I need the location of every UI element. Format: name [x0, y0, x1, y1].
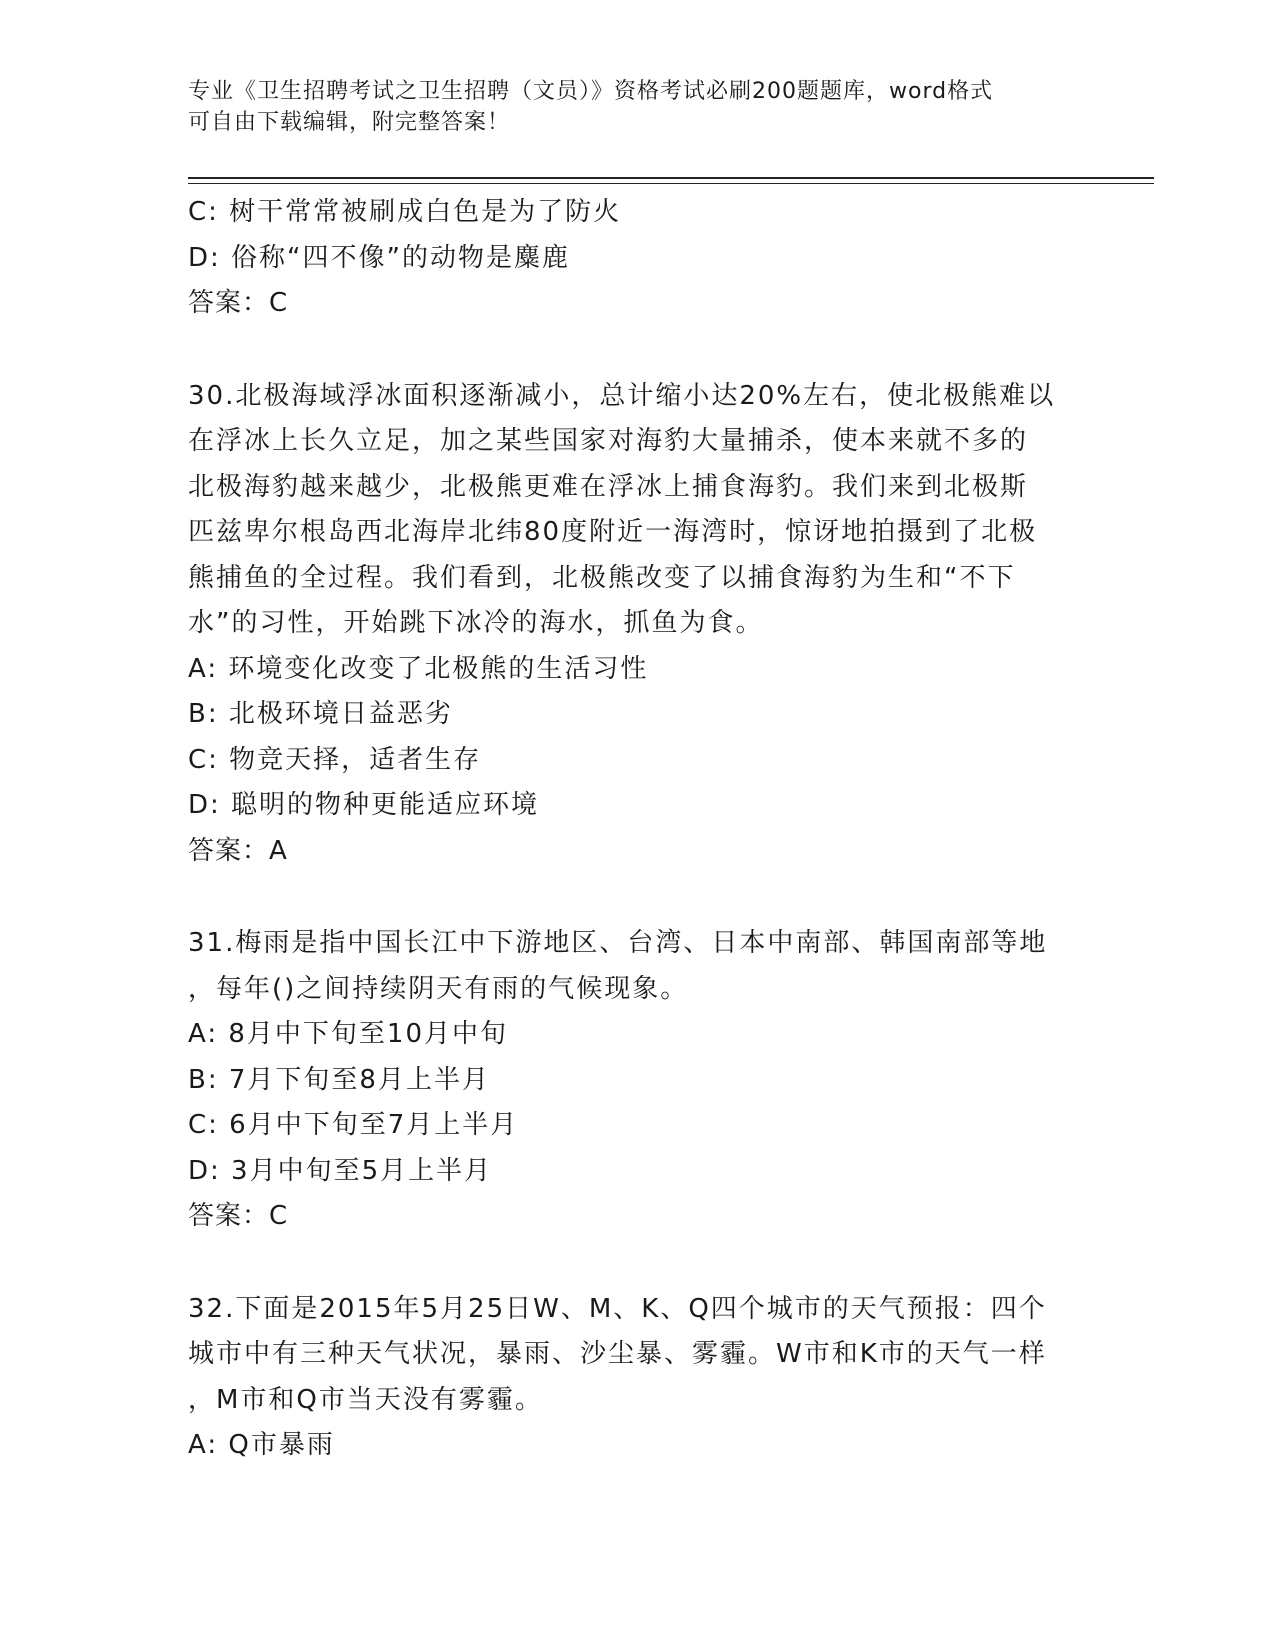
option-a: A: Q市暴雨 [188, 1430, 335, 1460]
header-title-line-2: 可自由下载编辑，附完整答案！ [188, 110, 511, 135]
question-text-line: 31.梅雨是指中国长江中下游地区、台湾、日本中南部、韩国南部等地 [188, 928, 1048, 958]
question-text-line: 北极海豹越来越少，北极熊更难在浮冰上捕食海豹。我们来到北极斯 [188, 471, 1029, 502]
option-c: C: 6月中下旬至7月上半月 [188, 1110, 519, 1140]
page-header [188, 76, 1088, 138]
question-text-line: 城市中有三种天气状况，暴雨、沙尘暴、雾霾。W市和K市的天气一样 [188, 1339, 1047, 1369]
question-text-line: ，每年()之间持续阴天有雨的气候现象。 [188, 973, 689, 1004]
question-29-tail [188, 190, 1088, 327]
answer: 答案：C [188, 288, 289, 318]
question-text-line: 匹兹卑尔根岛西北海岸北纬80度附近一海湾时，惊讶地拍摄到了北极 [188, 517, 1038, 547]
header-title-line-1: 专业《卫生招聘考试之卫生招聘（文员）》资格考试必刷200题题库，word格式 [188, 79, 994, 104]
question-text-line: 30.北极海域浮冰面积逐渐减小，总计缩小达20%左右，使北极熊难以 [188, 380, 1056, 411]
question-31 [188, 921, 1088, 1240]
question-text-line: ，M市和Q市当天没有雾霾。 [188, 1384, 543, 1415]
question-text-line: 32.下面是2015年5月25日W、M、K、Q四个城市的天气预报：四个 [188, 1293, 1047, 1324]
option-d: D: 俗称“四不像”的动物是麋鹿 [188, 242, 570, 273]
spacer [188, 874, 1088, 921]
question-text-line: 在浮冰上长久立足，加之某些国家对海豹大量捕杀，使本来就不多的 [188, 426, 1029, 456]
option-b: B: 北极环境日益恶劣 [188, 699, 453, 729]
option-c: C: 物竞天择，适者生存 [188, 744, 482, 775]
question-text-line: 熊捕鱼的全过程。我们看到，北极熊改变了以捕食海豹为生和“不下 [188, 562, 1016, 593]
question-32 [188, 1287, 1088, 1469]
option-a: A: 环境变化改变了北极熊的生活习性 [188, 653, 649, 684]
answer: 答案：A [188, 835, 288, 866]
question-30 [188, 374, 1088, 875]
option-b: B: 7月下旬至8月上半月 [188, 1064, 490, 1095]
option-d: D: 3月中旬至5月上半月 [188, 1155, 493, 1186]
option-d: D: 聪明的物种更能适应环境 [188, 790, 540, 820]
document-body [188, 190, 1088, 1469]
option-a: A: 8月中下旬至10月中旬 [188, 1019, 508, 1049]
question-text-line: 水”的习性，开始跳下冰冷的海水，抓鱼为食。 [188, 608, 764, 638]
answer: 答案：C [188, 1201, 289, 1231]
spacer [188, 1240, 1088, 1287]
spacer [188, 327, 1088, 374]
header-divider [188, 177, 1154, 184]
option-c: C: 树干常常被刷成白色是为了防火 [188, 197, 622, 227]
